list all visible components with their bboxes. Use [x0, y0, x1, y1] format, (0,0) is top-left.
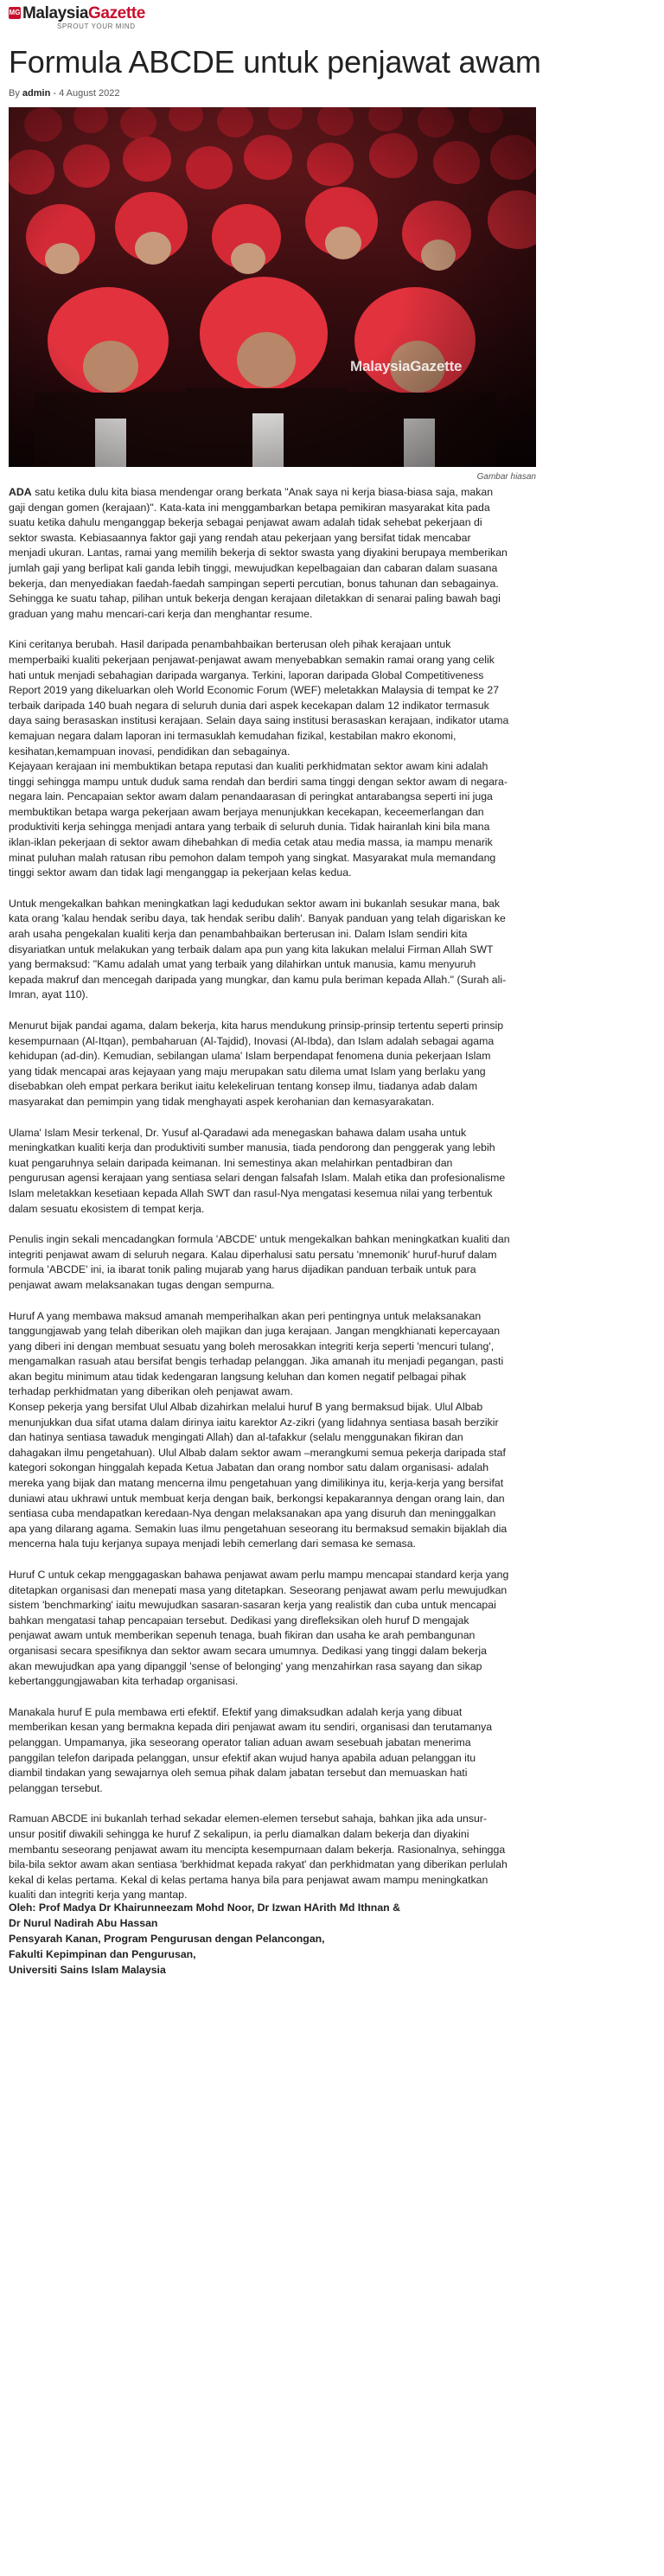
- article-paragraph: Penulis ingin sekali mencadangkan formula 'ABCDE' untuk mengekalkan bahkan meningkatkan kualiti dan integriti penjawat awam di seluruh negara. Kalau diperhalusi satu persatu 'mnemonik' huruf-huruf dalam formula 'ABCDE' ini, ia ibarat tonik paling mujarab yang harus dijadikan panduan terbaik untuk para penjawat awam melaksanakan tugas dengan sempurna.: [9, 1233, 510, 1291]
- site-header: [0, 0, 664, 35]
- article-paragraph: Untuk mengekalkan bahkan meningkatkan lagi kedudukan sektor awam ini bukanlah sesukar mana, bak kata orang 'kalau hendak seribu daya, tak hendak seribu dalih'. Banyak panduan yang telah digariskan ke arah usaha pengekalan kualiti kerja dan penambahbaikan berterusan ini. Dalam Islam sendiri kita disyariatkan untuk melakukan yang terbaik dalam apa pun yang kita lakukan melalui Firman Allah SWT yang bermaksud: "Kamu adalah umat yang terbaik yang dilahirkan untuk manusia, kamu menyuruh kepada makruf dan mencegah daripada yang mungkar, dan kamu pula beriman kepada Allah." (Surah ali-Imran, ayat 110).: [9, 897, 507, 1001]
- credit-line: Fakulti Kepimpinan dan Pengurusan,: [9, 1947, 196, 1960]
- logo-mark-icon: MG: [9, 7, 21, 19]
- credit-line: Oleh: Prof Madya Dr Khairunneezam Mohd Noor, Dr Izwan HArith Md Ithnan &: [9, 1901, 400, 1914]
- article-paragraph: ADA satu ketika dulu kita biasa mendengar orang berkata "Anak saya ni kerja biasa-biasa saja, makan gaji dengan gomen (kerajaan)". Kata-kata ini menggambarkan betapa pemikiran masyarakat kita pada suatu ketika dahulu menganggap bekerja sebagai penjawat awam adalah tidak sehebat pekerjaan di sektor swasta. Kebiasaannya faktor gaji yang rendah atau pekerjaan yang bersifat tidak mencabar menjadi ukuran. Lantas, ramai yang memilih bekerja di sektor swasta yang diyakini berupaya memberikan jumlah gaji yang berlipat kali ganda lebih tinggi, mewujudkan kepelbagaian dan cabaran dalam suasana bekerja, dan menyediakan faedah-faedah sampingan seperti percutian, bonus tahunan dan sebagainya. Sehingga ke suatu tahap, pilihan untuk bekerja dengan kerajaan diletakkan di senarai paling bawah bagi graduan yang mahu mencari-cari kerja dan menghantar resume.: [9, 486, 508, 620]
- article-paragraph: Huruf C untuk cekap menggagaskan bahawa penjawat awam perlu mampu mencapai standard kerja yang ditetapkan organisasi dan menepati masa yang ditetapkan. Seseorang penjawat awam perlu mewujudkan sistem 'benchmarking' iaitu mewujudkan sasaran-sasaran kerja yang realistik dan cuba untuk mencapai bahkan mengatasi tahap pencapaian tersebut. Dedikasi yang direfleksikan oleh huruf D mengajak penjawat awam untuk memberikan sepenuh tenaga, buah fikiran dan usaha ke arah pembangunan organisasi secara spesifiknya dan sektor awam secara umumnya. Dedikasi yang tinggi dalam bekerja akan mewujudkan apa yang dipanggil 'sense of belonging' yang menzahirkan rasa sayang dan sikap kebertanggungjawaban kita terhadap organisasi.: [9, 1569, 509, 1688]
- article-paragraph: Ramuan ABCDE ini bukanlah terhad sekadar elemen-elemen tersebut sahaja, bahkan jika ada unsur-unsur positif diwakili sehingga ke huruf Z sekalipun, ia perlu diamalkan dalam bekerja dan diyakini membantu seseorang penjawat awam itu mencipta kesempurnaan dalam bekerja. Rasionalnya, sehingga bila-bila sektor awam akan sentiasa 'berkhidmat kepada rakyat' dan perkhidmatan yang diberikan perlulah kekal di kelas pertama. Kekal di kelas pertama hanya bila para penjawat awam mampu meningkatkan kualiti dan integriti kerja yang mantap.: [9, 1812, 508, 1902]
- hero-photo-illustration: [9, 107, 536, 467]
- logo-wordmark: MalaysiaGazette: [22, 3, 145, 22]
- article-paragraph: Menurut bijak pandai agama, dalam bekerja, kita harus mendukung prinsip-prinsip tertentu seperti prinsip kesempurnaan (Al-Itqan), pembaharuan (Al-Tajdid), Inovasi (Al-Ibda), dan Islam adalah sebagai agama kehidupan (ad-din). Kemudian, sebilangan ulama' Islam berpendapat fenomena dunia pekerjaan Islam yang tidak mencapai aras kejayaan yang maju merupakan satu dilema umat Islam yang berlaku yang disebabkan oleh empat perkara berikut iaitu kelekeliruan tentang konsep ilmu, tiadanya adab dalam masyarakat dan pemimpin yang tidak menghayati aspek kerohanian dan kemasyarakatan.: [9, 1020, 504, 1108]
- credit-line: Pensyarah Kanan, Program Pengurusan dengan Pelancongan,: [9, 1932, 325, 1945]
- image-caption: Gambar hiasan: [476, 472, 536, 482]
- article-paragraph: Ulama' Islam Mesir terkenal, Dr. Yusuf al-Qaradawi ada menegaskan bahawa dalam usaha untuk meningkatkan kualiti kerja dan produktiviti sumber manusia, tiada pendorong dan penggerak yang lebih kuat pengaruhnya selain daripada keimanan. Ini semestinya akan melahirkan pentadbiran dan pengurusan agensi kerajaan yang sentiasa selari dengan falsafah Islam. Malah etika dan profesionalisme Islam meletakkan kesetiaan kepada Allah SWT dan rasul-Nya mengatasi kesemua nilai yang terbentuk dalam sesuatu ekosistem di tempat kerja.: [9, 1126, 506, 1215]
- credit-line: Universiti Sains Islam Malaysia: [9, 1963, 166, 1976]
- hero-image: [9, 107, 536, 467]
- lead-word: ADA: [9, 486, 32, 498]
- author-credits: [9, 1900, 510, 1978]
- article-body: [0, 485, 519, 1978]
- article-byline: By admin - 4 August 2022: [9, 88, 120, 99]
- logo-tagline: SPROUT YOUR MIND: [57, 22, 136, 30]
- site-logo[interactable]: [9, 5, 145, 30]
- article-paragraph: Kejayaan kerajaan ini membuktikan betapa reputasi dan kualiti perkhidmatan sektor awam kini adalah tinggi sehingga mampu untuk duduk sama rendah dan berdiri sama tinggi dengan sektor awam di negara-negara lain. Pencapaian sektor awam dalam penandaarasan di peringkat antarabangsa seperti ini juga membuktikan betapa warga pekerjaan awam berjaya menunjukkan kecekapan, keceemerlangan dan produktiviti kerja sehingga menjadi antara yang terbaik di seluruh dunia. Tidak hairanlah kini bila mana iklan-iklan pekerjaan di sektor awam dihebahkan di media cetak atau media massa, ia mampu menarik minat puluhan malah ratusan ribu pemohon dalam tempoh yang singkat. Masyarakat mula memandang tinggi sektor awam dan tidak lagi menganggap ia pekerjaan kelas kedua.: [9, 760, 508, 879]
- author-link[interactable]: admin: [22, 88, 51, 99]
- article-paragraph: Kini ceritanya berubah. Hasil daripada penambahbaikan berterusan oleh pihak kerajaan untuk memperbaiki kualiti pekerjaan penjawat-penjawat awam menyebabkan semakin ramai orang yang celik hati untuk menjadi sebahagian daripada warganya. Terkini, laporan daripada Global Competitiveness Report 2019 yang dikeluarkan oleh World Economic Forum (WEF) meletakkan Malaysia di tempat ke 27 terbaik daripada 140 buah negara di seluruh dunia dari aspek kecekapan dalam 12 indikator termasuk daya saing berasaskan institusi kerajaan. Selain daya saing institusi berasaskan kerajaan, indikator utama kemajuan negara dalam laporan ini termasuklah kemudahan fizikal, kestabilan makro ekonomi, kesihatan,kemampuan inovasi, pendidikan dan sebagainya.: [9, 638, 509, 757]
- article-paragraph: Huruf A yang membawa maksud amanah memperihalkan akan peri pentingnya untuk melaksanakan tanggungjawab yang telah diberikan oleh majikan dan juga kerajaan. Jangan mengkhianati kepercayaan yang diberi ini dengan membuat sesuatu yang boleh merosakkan integriti kerja seperti 'mencuri tulang', mengamalkan rasuah atau bersifat bengis terhadap pelanggan. Jika amanah itu menjadi pegangan, pasti akan begitu minimum atau tidak kedengaran langsung keluhan dan komen negatif pelbagai pihak terhadap perkhidmatan yang diberikan oleh penjawat awam.: [9, 1309, 504, 1398]
- publish-date: 4 August 2022: [59, 88, 120, 99]
- image-watermark: MalaysiaGazette: [350, 358, 463, 374]
- article-paragraph: Konsep pekerja yang bersifat Ulul Albab dizahirkan melalui huruf B yang bermaksud bijak. Ulul Albab menunjukkan dua sifat utama dalam dirinya iaitu karektor Az-zikri (yang lidahnya sentiasa basah berzikir dan hatinya sentiasa tawaduk mengingati Allah) dan al-tafakkur (selalu menggunakan fikiran dan dahagakan ilmu pengetahuan). Ulul Albab dalam sektor awam –merangkumi semua pekerja daripada staf kategori sokongan hinggalah kepada Ketua Jabatan dan orang nombor satu dalam organisasi- adalah mereka yang bijak dan matang mencerna ilmu pengetahuan yang dimilikinya itu, kerja-kerja yang bersifat duniawi atau ukhrawi untuk membuat kerja dengan baik, berkongsi kepakarannya dengan orang lain, dan sentiasa cuba mendapatkan keredaan-Nya dengan melaksanakan apa yang disuruh dan meninggalkan apa yang dilarang agama. Semakin luas ilmu pengetahuan seseorang itu bermaksud semakin bijaklah dia mencerna hala tuju kerjanya supaya menjadi lebih cemerlang dari semasa ke semasa.: [9, 1401, 508, 1550]
- article-title: Formula ABCDE untuk penjawat awam: [9, 44, 541, 80]
- credit-line: Dr Nurul Nadirah Abu Hassan: [9, 1916, 158, 1929]
- article-paragraph: Manakala huruf E pula membawa erti efektif. Efektif yang dimaksudkan adalah kerja yang dibuat memberikan kesan yang bermakna kepada diri penjawat awam itu sendiri, organisasi dan terutamanya pelanggan. Umpamanya, jika seseorang operator talian aduan awam sesebuah jabatan menerima panggilan telefon daripada pelanggan, unsur efektif akan wujud hanya apabila aduan pelanggan itu diambil tindakan yang sewajarnya oleh semua pihak dalam jabatan tersebut dan memuaskan hati pelanggan tersebut.: [9, 1705, 493, 1794]
